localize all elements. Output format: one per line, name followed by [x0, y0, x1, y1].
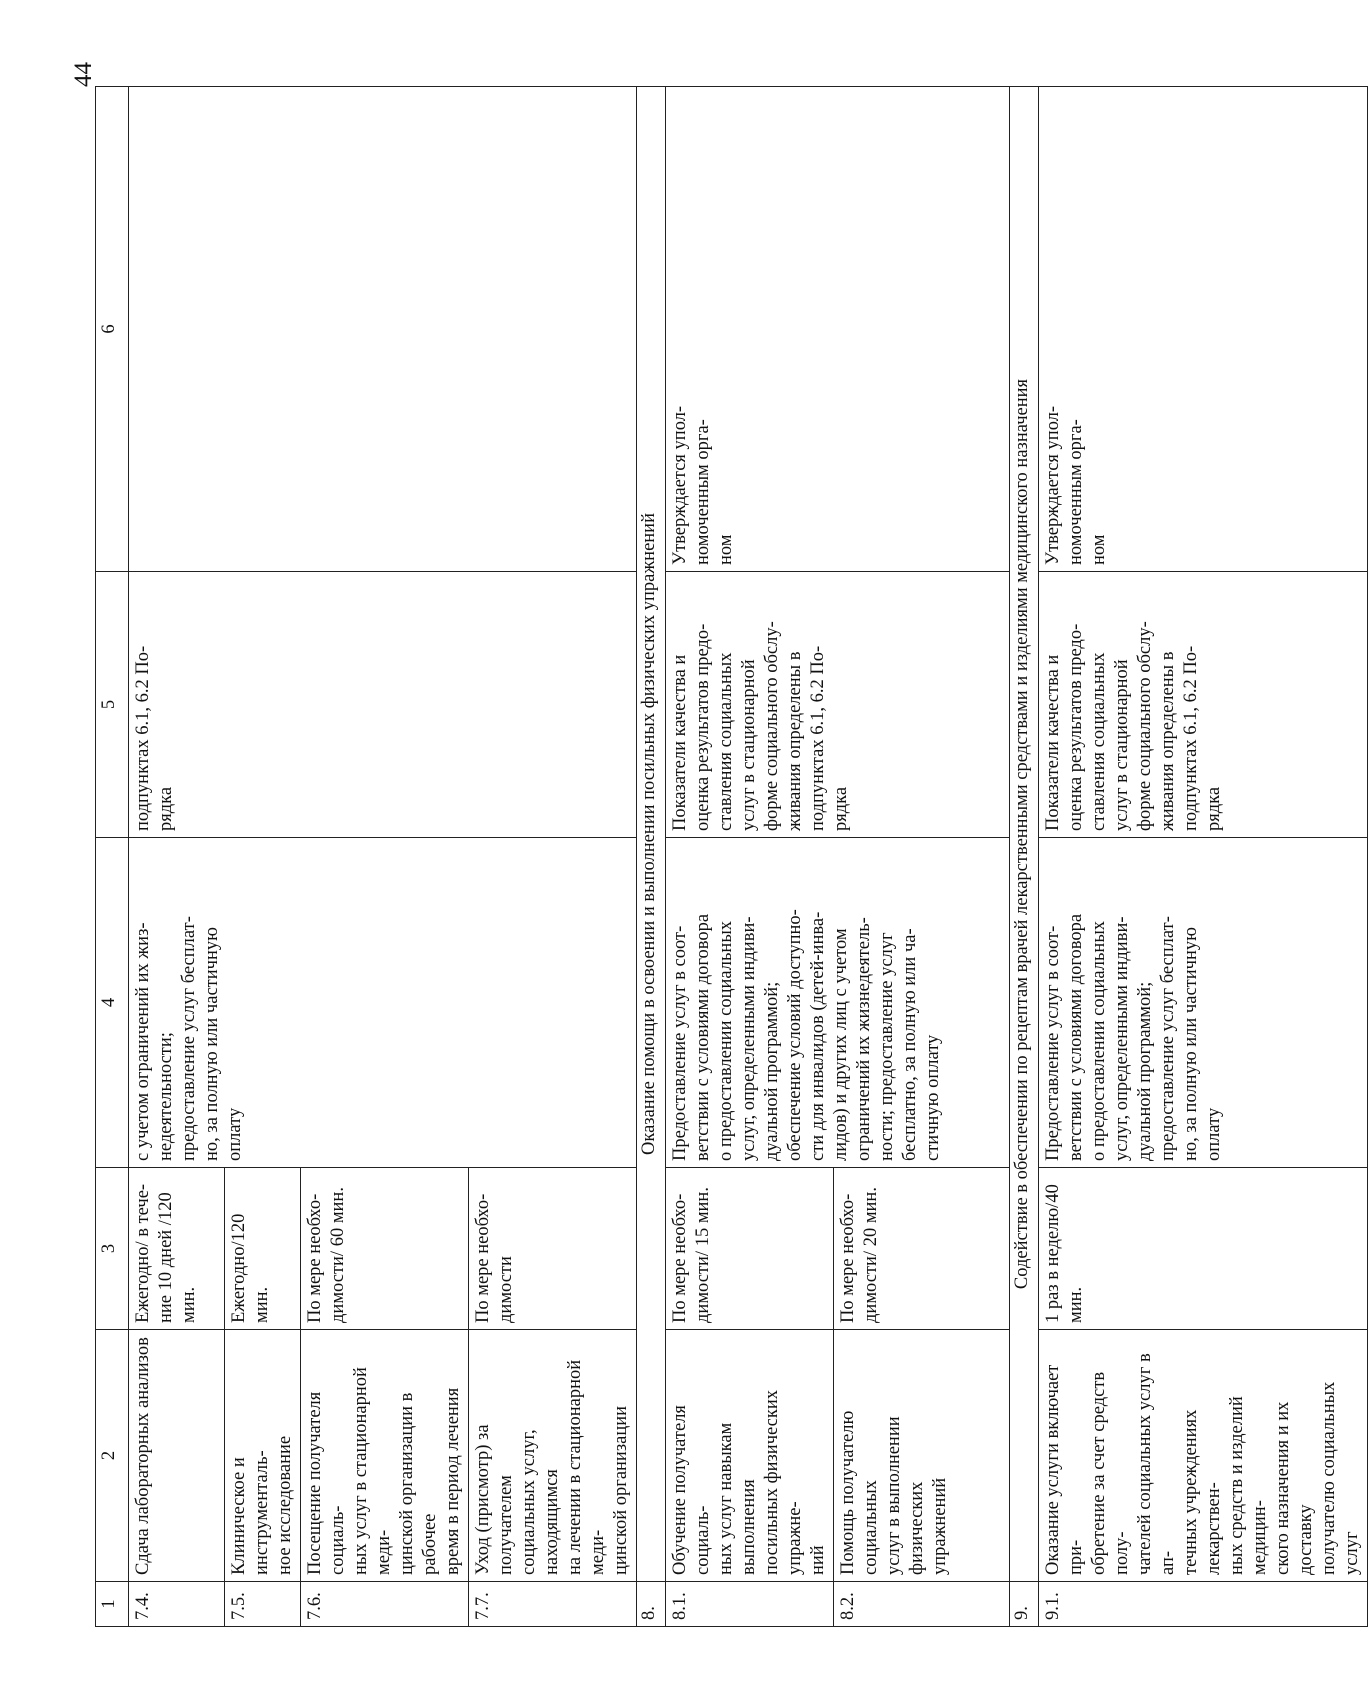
service-conditions: с учетом ограничений их жиз- недеятельности; предоставление услуг бесплат- но, за полную или частичную оплату — [129, 838, 637, 1168]
services-table — [95, 86, 1368, 1627]
evaluation: Утверждается упол- номоченным орга- ном — [1039, 87, 1368, 572]
service-frequency: По мере необхо- димости/ 15 мин. — [666, 1168, 834, 1330]
service-frequency: Ежегодно/ в тече- ние 10 дней /120 мин. — [129, 1168, 225, 1330]
section-title: Оказание помощи в освоении и выполнении посильных физических упражнений — [637, 87, 666, 1582]
service-conditions: Предоставление услуг в соот- ветствии с условиями договора о предоставлении социальных услуг, определенными индиви- дуальной программой; обеспечение условий доступно- сти для инвалидов (детей-инва- лидов) и других лиц с учетом ограничений их жизнедеятель- ности; предоставление услуг бесплатно, за полную или ча- стичную оплату — [666, 838, 1010, 1168]
row-number: 8.2. — [834, 1582, 1010, 1627]
service-name: Клиническое и инструменталь- ное исследование — [225, 1330, 301, 1582]
row-number: 9.1. — [1039, 1582, 1368, 1627]
service-name: Оказание услуги включает при- обретение за счет средств полу- чателей социальных услуг в ап- течных учреждениях лекарствен- ных средств и изделий медицин- ского назначения и их доставку получателю социальных услуг — [1039, 1330, 1368, 1582]
service-frequency: Ежегодно/120 мин. — [225, 1168, 301, 1330]
service-name: Уход (присмотр) за получателем социальных услуг, находящимся на лечении в стационарной меди- цинской организации — [469, 1330, 637, 1582]
header-cell-3: 3 — [96, 1168, 129, 1330]
header-cell-1: 1 — [96, 1582, 129, 1627]
table-row-8-1 — [666, 87, 834, 1627]
row-number: 7.4. — [129, 1582, 225, 1627]
row-number: 7.6. — [301, 1582, 469, 1627]
service-frequency: По мере необхо- димости/ 20 мин. — [834, 1168, 1010, 1330]
section-number: 9. — [1010, 1582, 1039, 1627]
service-frequency: По мере необхо- димости — [469, 1168, 637, 1330]
header-row — [96, 87, 129, 1627]
section-title: Содействие в обеспечении по рецептам врачей лекарственными средствами и изделиями медицинского назначения — [1010, 87, 1039, 1582]
header-cell-2: 2 — [96, 1330, 129, 1582]
service-name: Обучение получателя социаль- ных услуг навыкам выполнения посильных физических упражне- ний — [666, 1330, 834, 1582]
row-number: 8.1. — [666, 1582, 834, 1627]
table-row-9-1 — [1039, 87, 1368, 1627]
service-frequency: 1 раз в неделю/40 мин. — [1039, 1168, 1368, 1330]
row-number: 7.5. — [225, 1582, 301, 1627]
header-cell-5: 5 — [96, 572, 129, 838]
section-number: 8. — [637, 1582, 666, 1627]
evaluation: Утверждается упол- номоченным орга- ном — [666, 87, 1010, 572]
quality-indicators: Показатели качества и оценка результатов предо- ставления социальных услуг в стационарной форме социального обслу- живания определены в подпунктах 6.1, 6.2 По- рядка — [666, 572, 1010, 838]
section-9-row — [1010, 87, 1039, 1627]
section-8-row — [637, 87, 666, 1627]
quality-indicators: подпунктах 6.1, 6.2 По- рядка — [129, 572, 637, 838]
evaluation — [129, 87, 637, 572]
quality-indicators: Показатели качества и оценка результатов предо- ставления социальных услуг в стационарной форме социального обслу- живания определены в подпунктах 6.1, 6.2 По- рядка — [1039, 572, 1368, 838]
row-number: 7.7. — [469, 1582, 637, 1627]
header-cell-4: 4 — [96, 838, 129, 1168]
service-conditions: Предоставление услуг в соот- ветствии с условиями договора о предоставлении социальных услуг, определенными индиви- дуальной программой; предоставление услуг бесплат- но, за полную или частичную оплату — [1039, 838, 1368, 1168]
header-cell-6: 6 — [96, 87, 129, 572]
page-number: 44 — [70, 62, 97, 87]
service-name: Сдача лабораторных анализов — [129, 1330, 225, 1582]
service-name: Помощь получателю социальных услуг в выполнении физических упражнений — [834, 1330, 1010, 1582]
service-frequency: По мере необхо- димости/ 60 мин. — [301, 1168, 469, 1330]
table-row-7-4 — [129, 87, 225, 1627]
service-name: Посещение получателя социаль- ных услуг в стационарной меди- цинской организации в рабочее время в период лечения — [301, 1330, 469, 1582]
